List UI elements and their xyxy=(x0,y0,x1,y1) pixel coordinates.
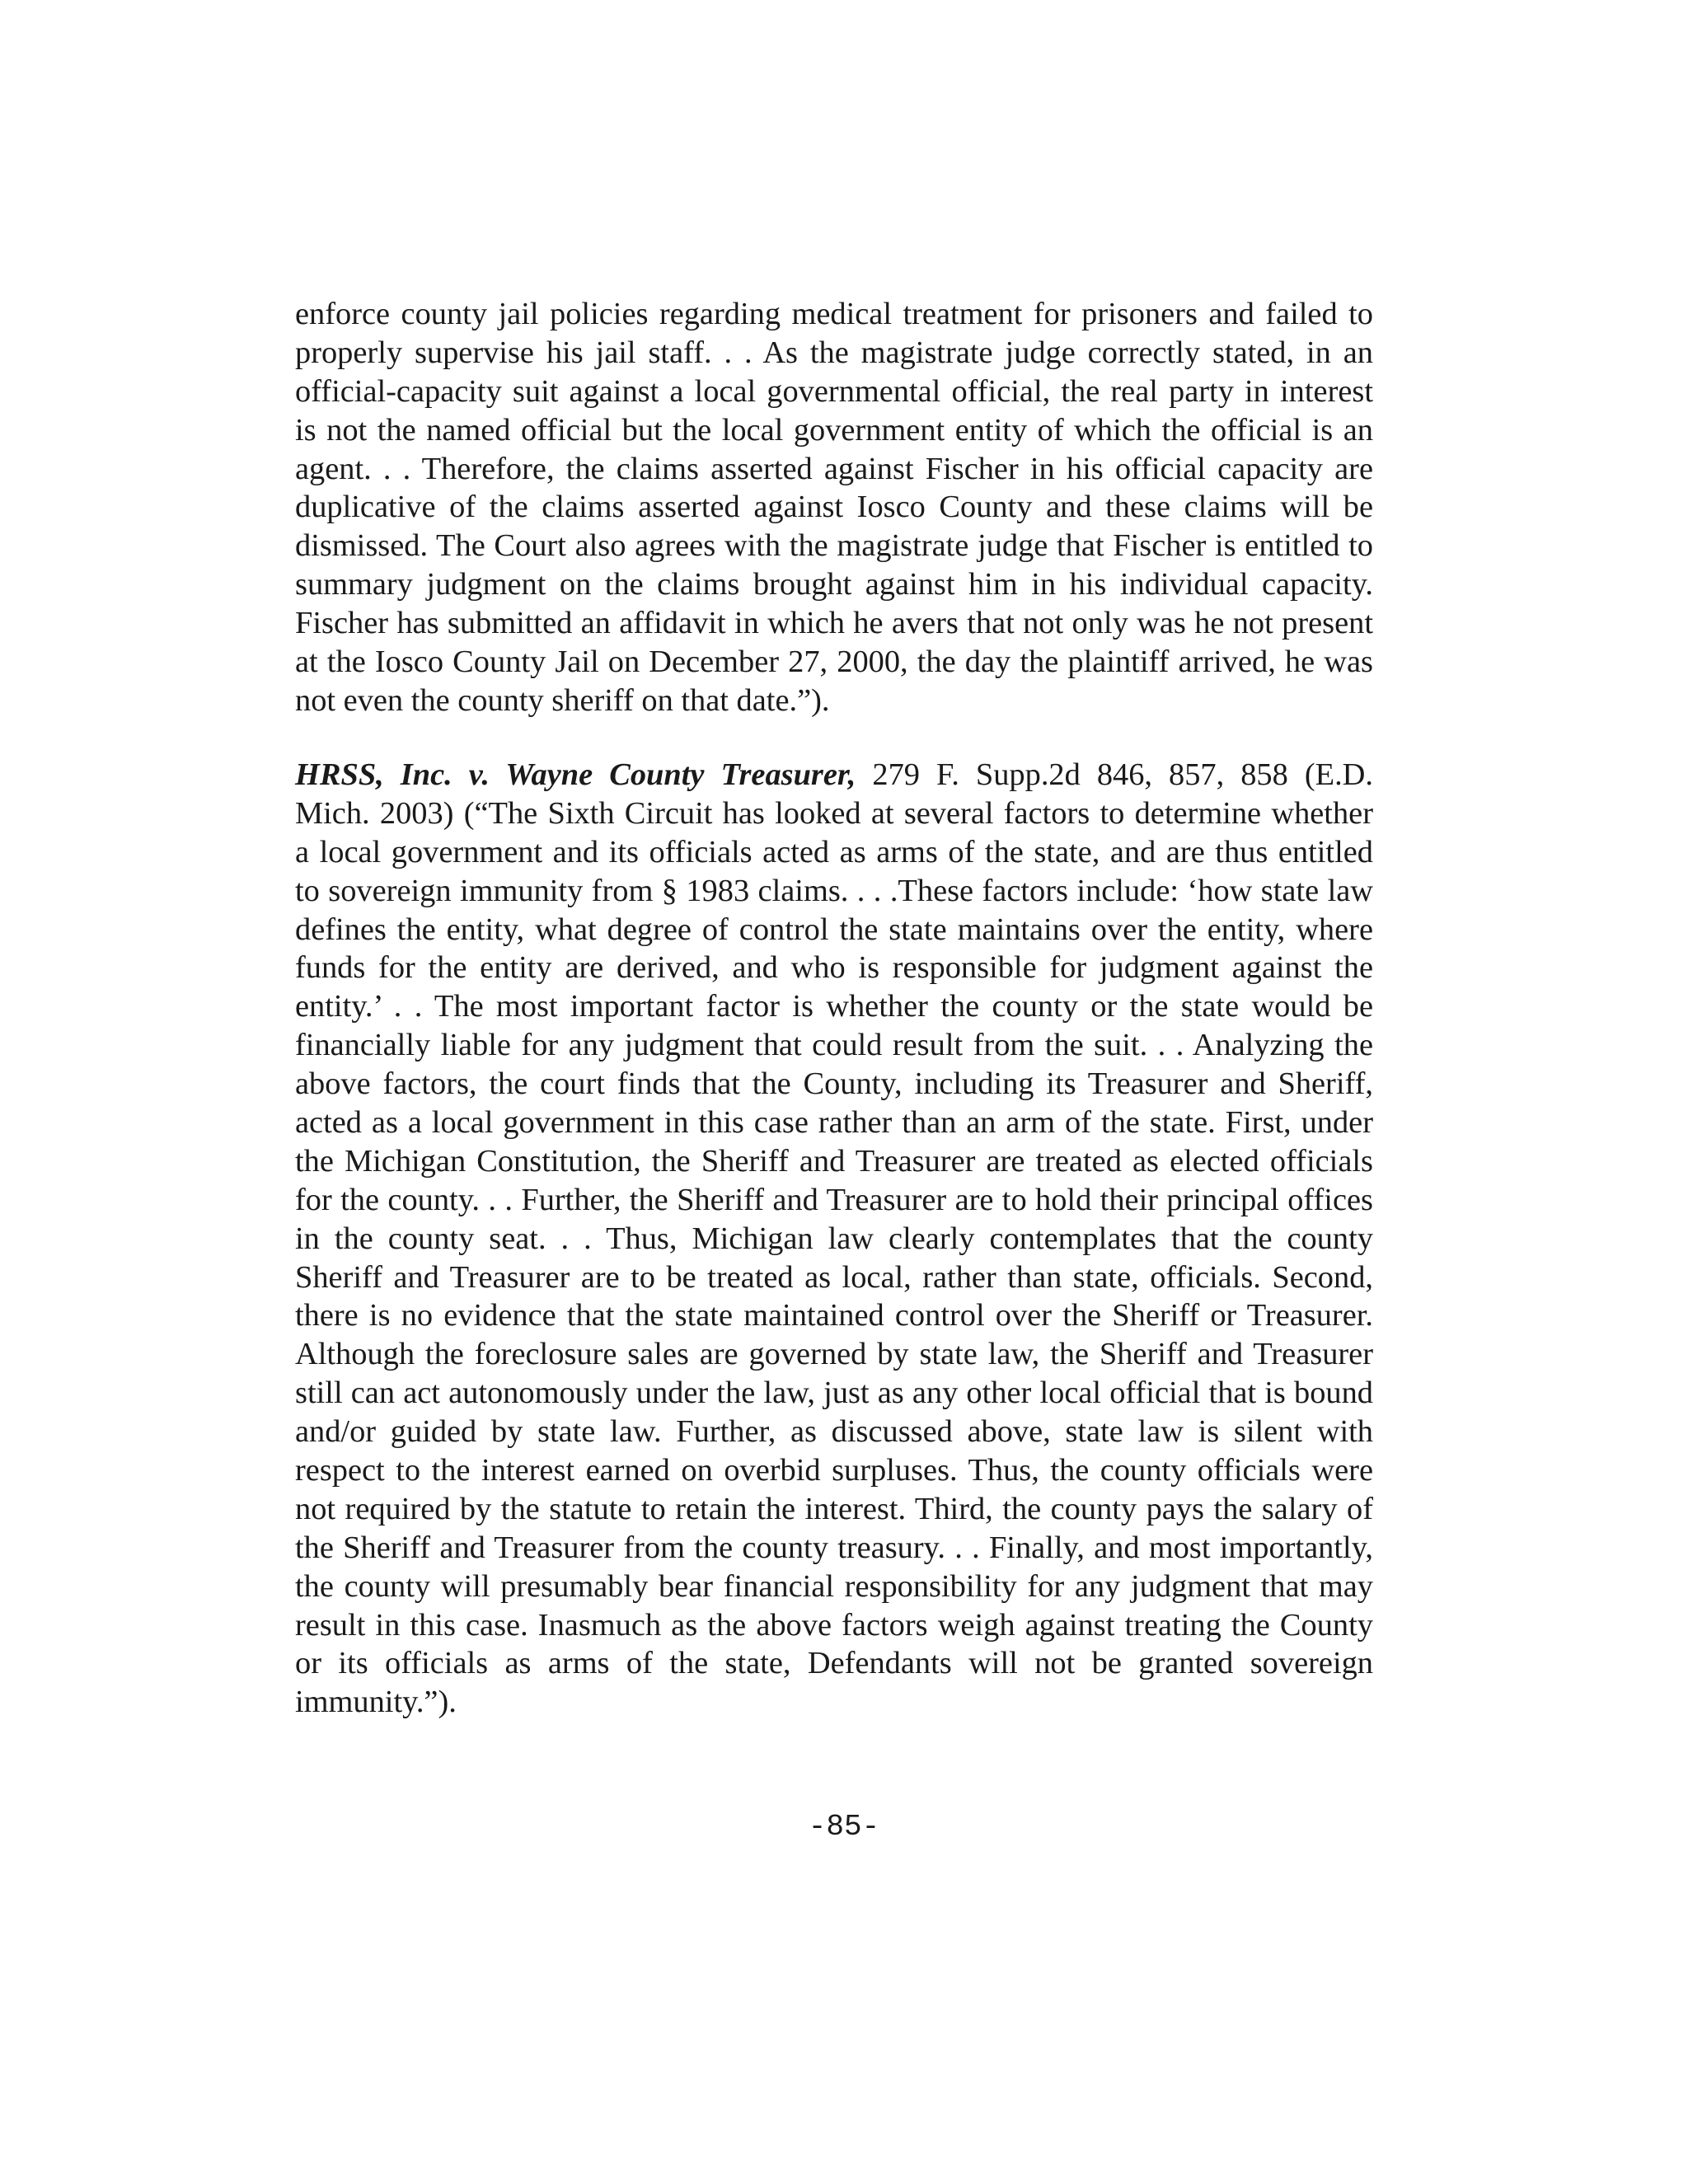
citation-reporter: 279 F. Supp.2d 846, 857, 858 (E.D. xyxy=(872,757,1373,792)
text-line: still can act autonomously under the law, just as any other local official that is bound xyxy=(295,1376,1373,1411)
text-line: the Sheriff and Treasurer from the county treasury. . . Finally, and most importantly, xyxy=(295,1530,1373,1565)
text-line: at the Iosco County Jail on December 27, 2000, the day the plaintiff arrived, he was xyxy=(295,644,1373,680)
text-line: is not the named official but the local government entity of which the official is an xyxy=(295,412,1373,448)
text-line: dismissed. The Court also agrees with the magistrate judge that Fischer is entitled to xyxy=(295,528,1373,564)
paragraph-fischer-excerpt xyxy=(295,295,1373,720)
text-line: there is no evidence that the state maintained control over the Sheriff or Treasurer. xyxy=(295,1298,1373,1333)
text-line: summary judgment on the claims brought against him in his individual capacity. xyxy=(295,567,1373,602)
text-line: properly supervise his jail staff. . . As the magistrate judge correctly stated, in an xyxy=(295,335,1373,370)
text-line: not required by the statute to retain the interest. Third, the county pays the salary of xyxy=(295,1491,1373,1526)
text-line: official-capacity suit against a local governmental official, the real party in interest xyxy=(295,373,1373,409)
text-line: for the county. . . Further, the Sheriff and Treasurer are to hold their principal offices xyxy=(295,1182,1373,1217)
text-line: Fischer has submitted an affidavit in which he avers that not only was he not present xyxy=(295,606,1373,641)
text-line: enforce county jail policies regarding medical treatment for prisoners and failed to xyxy=(295,297,1373,331)
text-line: Mich. 2003) (“The Sixth Circuit has looked at several factors to determine whether xyxy=(295,795,1373,831)
text-line: above factors, the court finds that the County, including its Treasurer and Sheriff, xyxy=(295,1066,1373,1102)
text-line: Although the foreclosure sales are governed by state law, the Sheriff and Treasurer xyxy=(295,1337,1373,1372)
text-line: not even the county sheriff on that date.”). xyxy=(295,682,830,718)
text-line: immunity.”). xyxy=(295,1685,457,1720)
text-line: in the county seat. . . Thus, Michigan law clearly contemplates that the county xyxy=(295,1221,1373,1256)
text-line: the county will presumably bear financial responsibility for any judgment that may xyxy=(295,1568,1373,1604)
text-line: result in this case. Inasmuch as the above factors weigh against treating the County xyxy=(295,1607,1373,1643)
case-name: HRSS, Inc. v. Wayne County Treasurer, xyxy=(295,757,856,792)
text-line: to sovereign immunity from § 1983 claims. . . .These factors include: ‘how state law xyxy=(295,873,1373,908)
text-line: defines the entity, what degree of control the state maintains over the entity, where xyxy=(295,912,1373,947)
citation-first-line xyxy=(295,756,1373,794)
text-line: and/or guided by state law. Further, as discussed above, state law is silent with xyxy=(295,1414,1373,1450)
text-line: acted as a local government in this case rather than an arm of the state. First, under xyxy=(295,1105,1373,1141)
page-number: -85- xyxy=(808,1810,880,1844)
text-line: Sheriff and Treasurer are to be treated as local, rather than state, officials. Second, xyxy=(295,1259,1373,1295)
text-line: funds for the entity are derived, and who is responsible for judgment against the xyxy=(295,950,1373,986)
text-line: respect to the interest earned on overbid surpluses. Thus, the county officials were xyxy=(295,1453,1373,1488)
text-line: or its officials as arms of the state, Defendants will not be granted sovereign xyxy=(295,1646,1373,1681)
paragraph-hrss-citation xyxy=(295,756,1373,1722)
text-line: the Michigan Constitution, the Sheriff and Treasurer are treated as elected officials xyxy=(295,1143,1373,1179)
text-line: duplicative of the claims asserted against Iosco County and these claims will be xyxy=(295,490,1373,525)
text-line: a local government and its officials acted as arms of the state, and are thus entitled xyxy=(295,834,1373,869)
text-line: financially liable for any judgment that could result from the suit. . . Analyzing the xyxy=(295,1028,1373,1063)
text-line: entity.’ . . The most important factor is whether the county or the state would be xyxy=(295,989,1373,1024)
text-line: agent. . . Therefore, the claims asserted against Fischer in his official capacity are xyxy=(295,451,1373,486)
